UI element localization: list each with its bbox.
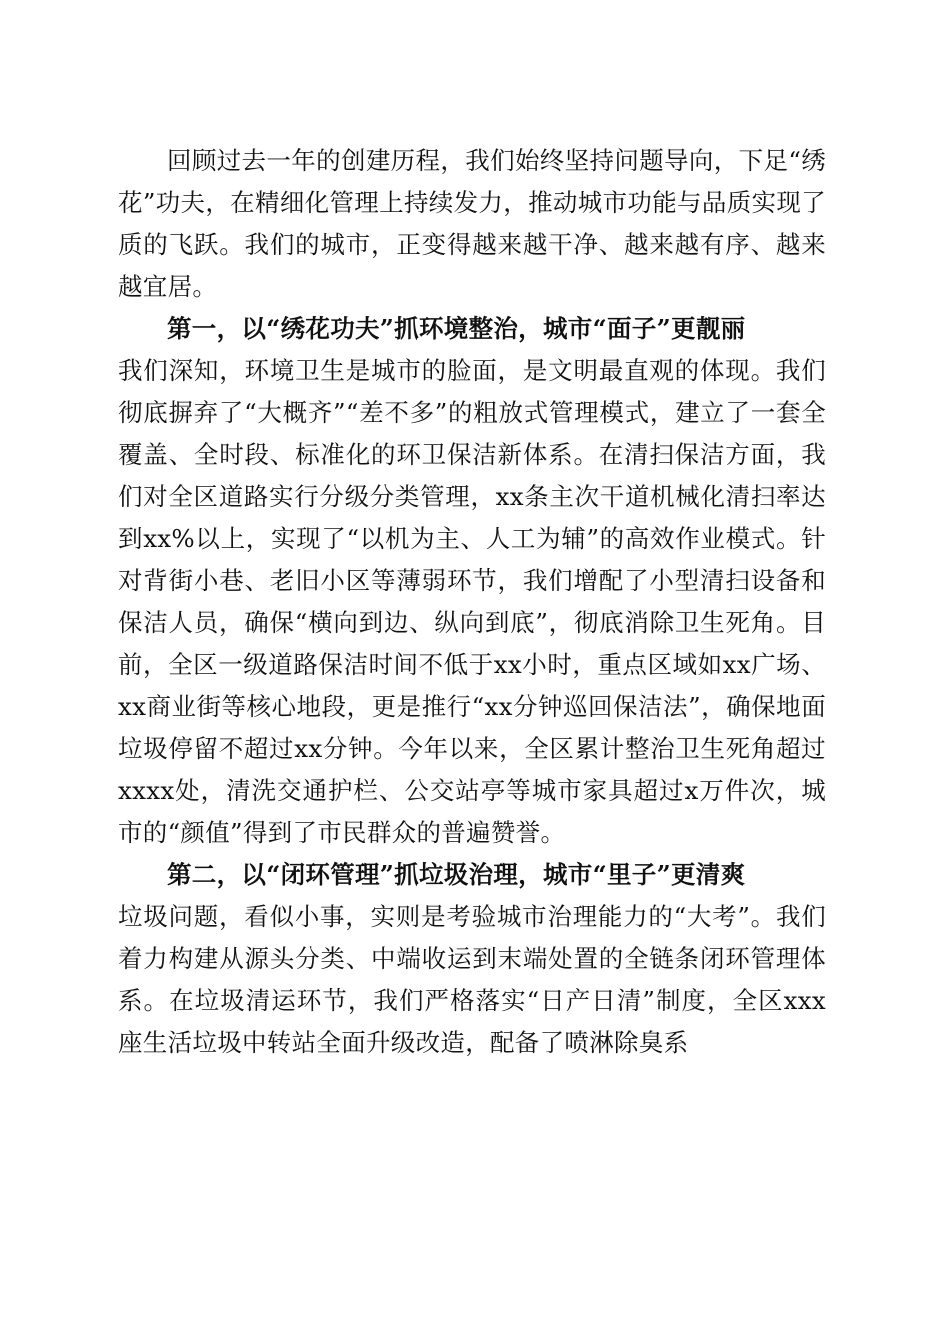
- section-heading-2: 第二，以“闭环管理”抓垃圾治理，城市“里子”更清爽: [167, 860, 746, 889]
- section-heading-1: 第一，以“绣花功夫”抓环境整治，城市“面子”更靓丽: [167, 314, 746, 343]
- section-2-paragraph: 垃圾问题，看似小事，实则是考验城市治理能力的“大考”。我们着力构建从源头分类、中端收运到末端处置的全链条闭环管理体系。在垃圾清运环节，我们严格落实“日产日清”制度，全区xxx座生活垃圾中转站全面升级改造，配备了喷淋除臭系: [118, 902, 826, 1057]
- document-page: [118, 140, 826, 1064]
- section-1-paragraph: 我们深知，环境卫生是城市的脸面，是文明最直观的体现。我们彻底摒弃了“大概齐”“差不多”的粗放式管理模式，建立了一套全覆盖、全时段、标准化的环卫保洁新体系。在清扫保洁方面，我们对全区道路实行分级分类管理，xx条主次干道机械化清扫率达到xx%以上，实现了“以机为主、人工为辅”的高效作业模式。针对背街小巷、老旧小区等薄弱环节，我们增配了小型清扫设备和保洁人员，确保“横向到边、纵向到底”，彻底消除卫生死角。目前，全区一级道路保洁时间不低于xx小时，重点区域如xx广场、xx商业街等核心地段，更是推行“xx分钟巡回保洁法”，确保地面垃圾停留不超过xx分钟。今年以来，全区累计整治卫生死角超过xxxx处，清洗交通护栏、公交站亭等城市家具超过x万件次，城市的“颜值”得到了市民群众的普遍赞誉。: [118, 356, 826, 847]
- intro-paragraph: 回顾过去一年的创建历程，我们始终坚持问题导向，下足“绣花”功夫，在精细化管理上持续发力，推动城市功能与品质实现了质的飞跃。我们的城市，正变得越来越干净、越来越有序、越来越宜居。: [118, 146, 826, 301]
